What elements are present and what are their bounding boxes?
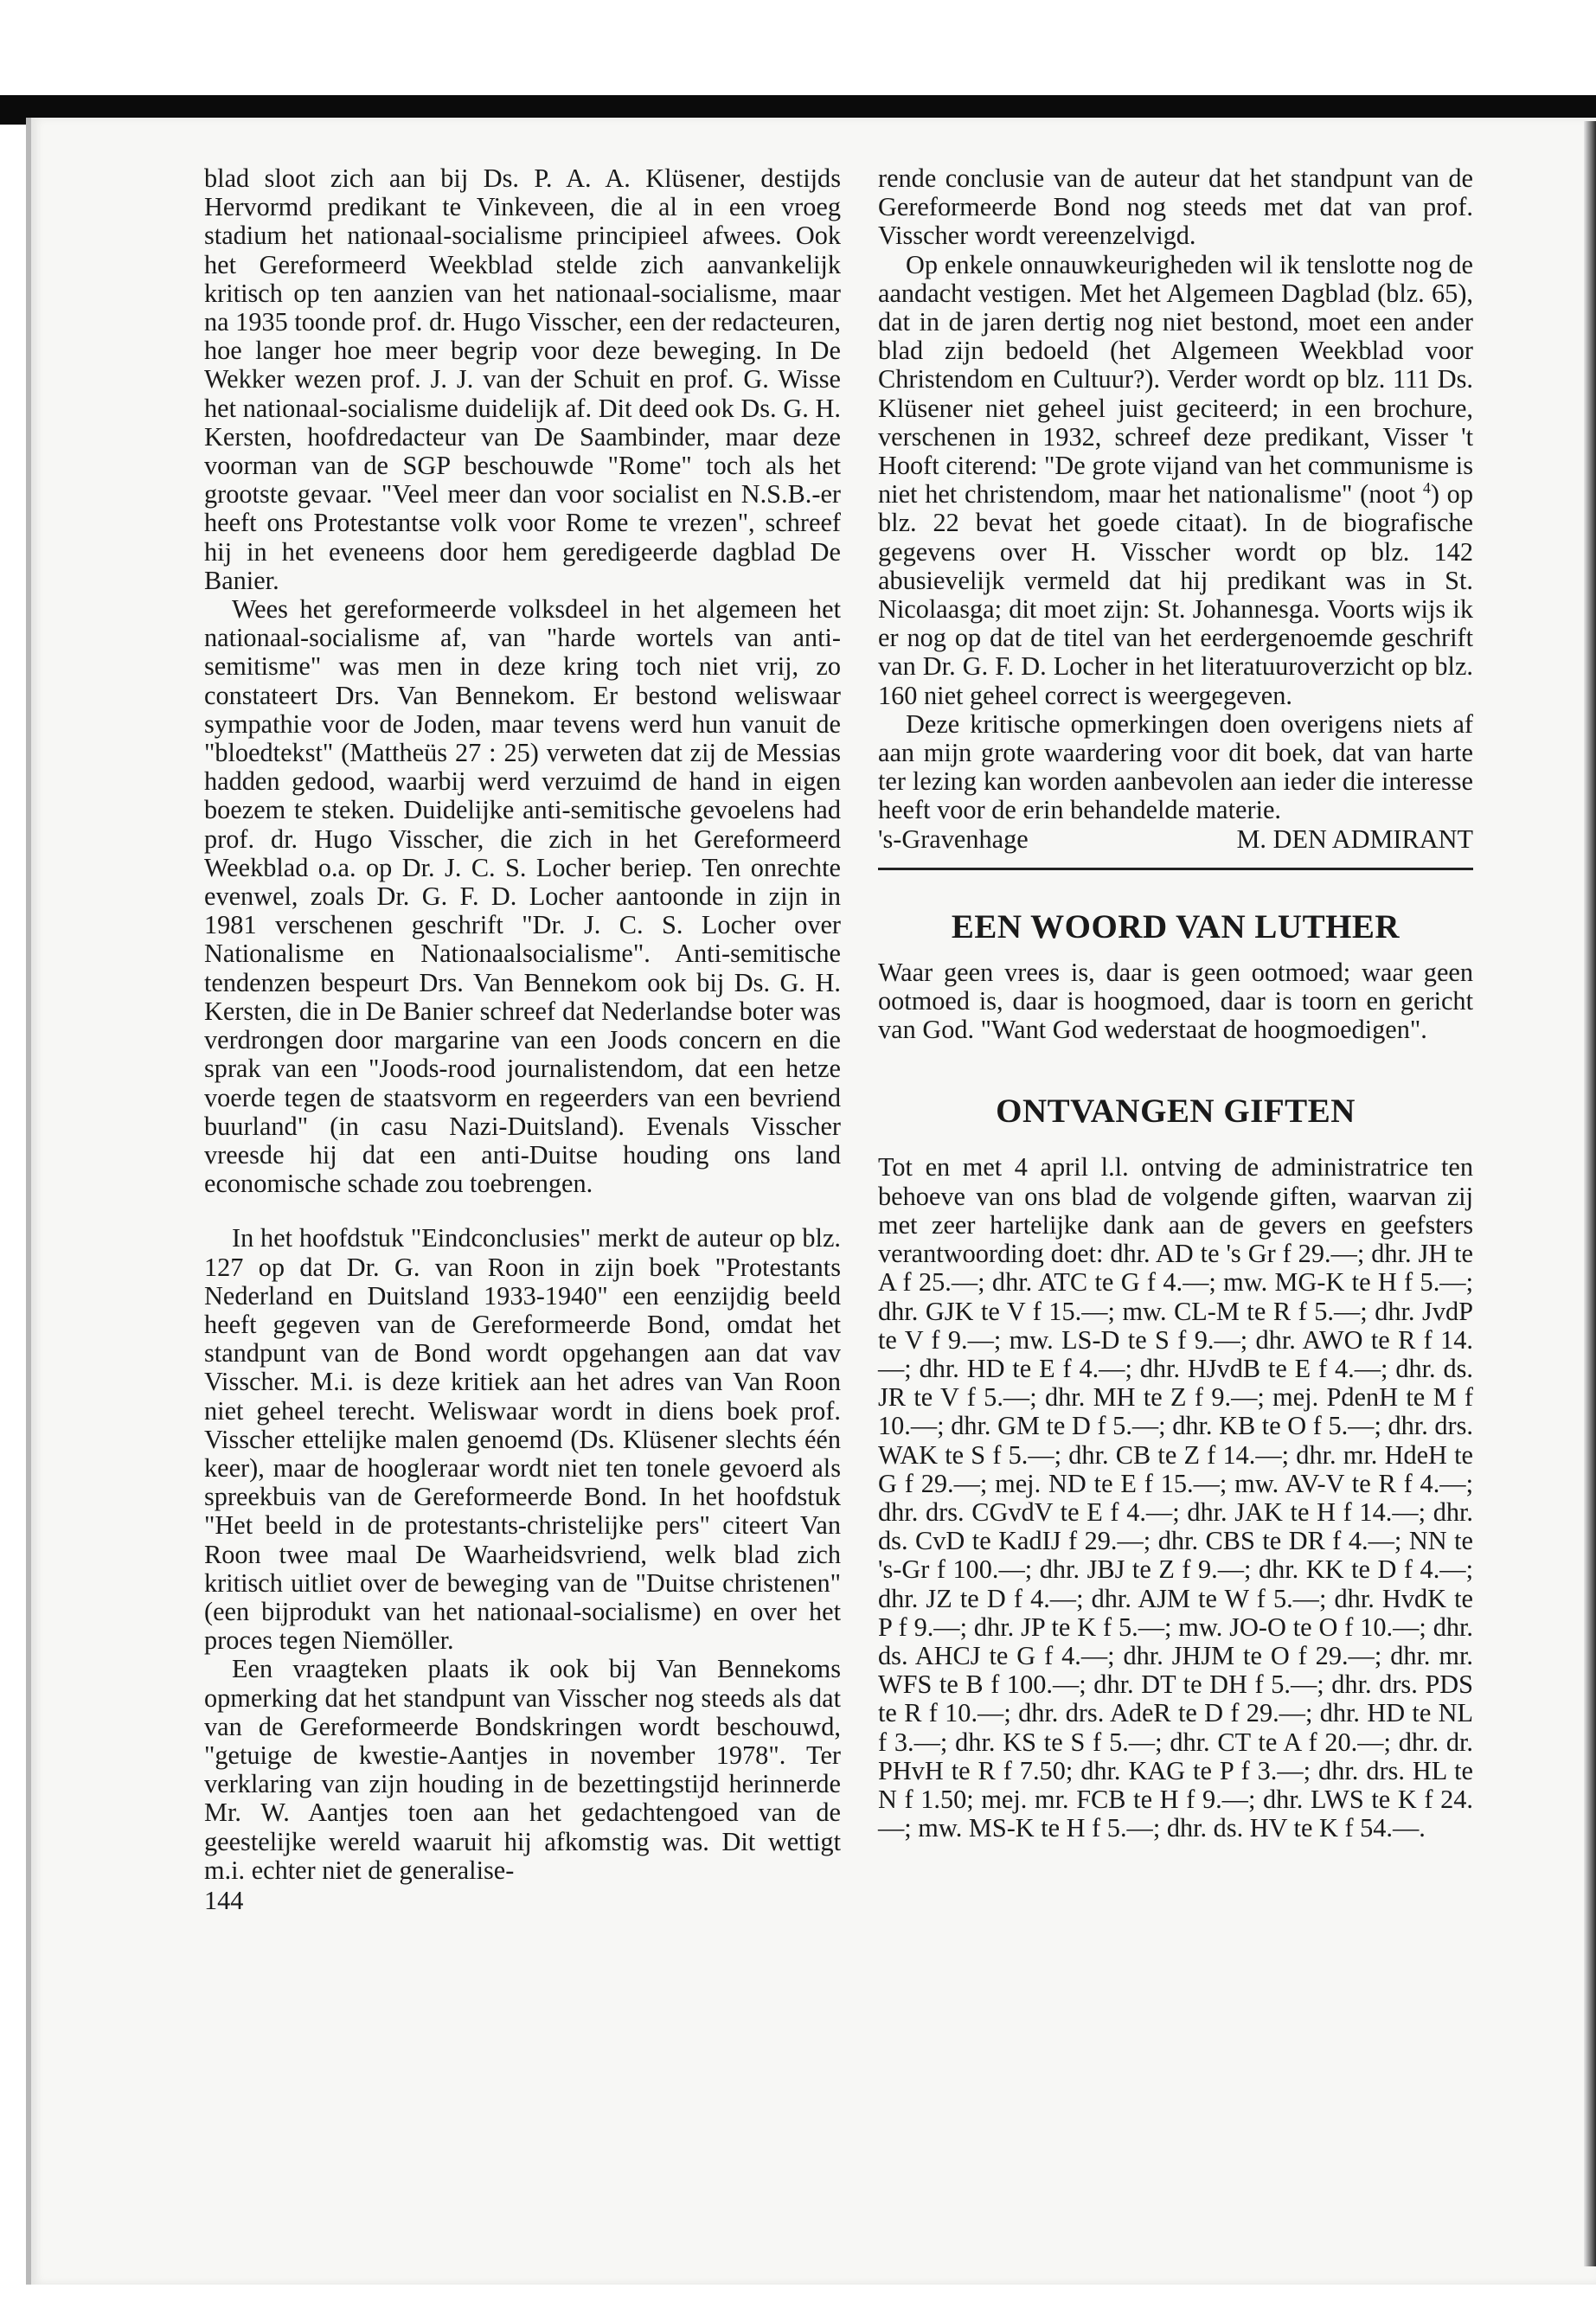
- left-column: [204, 164, 841, 1915]
- right-paragraph-2-start: Op enkele onnauwkeurigheden wil ik tenslotte nog de aandacht vestigen. Met het Algemeen Dagblad (blz. 65), dat in de jaren dertig nog niet bestond, moet een ander blad zijn bedoeld (het Algemeen Weekblad voor Christendom en Cultuur?). Verder wordt op blz. 111 Ds. Klüsener niet geheel juist geciteerd; in een brochure, verschenen in 1932, schreef deze predikant, Visser 't Hooft citerend: "De grote vijand van het communisme is niet het christendom, maar het nationalisme" (noot: [878, 249, 1473, 510]
- luther-heading: EEN WOORD VAN LUTHER: [951, 907, 1401, 945]
- giften-heading: ONTVANGEN GIFTEN: [996, 1093, 1356, 1131]
- page-number: 144: [204, 1885, 244, 1915]
- giften-list: Tot en met 4 april l.l. ontving de administratrice ten behoeve van ons blad de volgende giften, waarvan zij met zeer hartelijke dank aan de gevers en geefsters verantwoording doet: dhr. AD te 's Gr f 29.—; dhr. JH te A f 25.—; dhr. ATC te G f 4.—; mw. MG-K te H f 5.—; dhr. GJK te V f 15.—; mw. CL-M te R f 5.—; dhr. JvdP te V f 9.—; mw. LS-D te S f 9.—; dhr. AWO te R f 14.—; dhr. HD te E f 4.—; dhr. HJvdB te E f 4.—; dhr. ds. JR te V f 5.—; dhr. MH te Z f 9.—; mej. PdenH te M f 10.—; dhr. GM te D f 5.—; dhr. KB te O f 5.—; dhr. drs. WAK te S f 5.—; dhr. CB te Z f 14.—; dhr. mr. HdeH te G f 29.—; mej. ND te E f 15.—; mw. AV-V te R f 4.—; dhr. drs. CGvdV te E f 4.—; dhr. JAK te H f 14.—; dhr. ds. CvD te KadIJ f 29.—; dhr. CBS te DR f 4.—; NN te 's-Gr f 100.—; dhr. JBJ te Z f 9.—; dhr. KK te D f 4.—; dhr. JZ te D f 4.—; dhr. AJM te W f 5.—; dhr. HvdK te P f 9.—; dhr. JP te K f 5.—; mw. JO-O te O f 10.—; dhr. ds. AHCJ te G f 4.—; dhr. JHJM te O f 29.—; dhr. mr. WFS te B f 100.—; dhr. DT te DH f 5.—; dhr. drs. PDS te R f 10.—; dhr. drs. AdeR te D f 29.—; dhr. HD te NL f 3.—; dhr. KS te S f 5.—; dhr. CT te A f 20.—; dhr. dr. PHvH te R f 7.50; dhr. KAG te P f 3.—; dhr. drs. HL te N f 1.50; mej. mr. FCB te H f 9.—; dhr. LWS te K f 24.—; mw. MS-K te H f 5.—; dhr. ds. HV te K f 54.—.: [878, 1152, 1473, 1843]
- left-paragraph-1: blad sloot zich aan bij Ds. P. A. A. Klüsener, destijds Hervormd predikant te Vinkeveen, die al in een vroeg stadium het nationaal-socialisme principieel afwees. Ook het Gereformeerd Weekblad stelde zich aanvankelijk kritisch op ten aanzien van het nationaal-socialisme, maar na 1935 toonde prof. dr. Hugo Visscher, een der redacteuren, hoe langer hoe meer begrip voor deze beweging. In De Wekker wezen prof. J. J. van der Schuit en prof. G. Wisse het nationaal-socialisme duidelijk af. Dit deed ook Ds. G. H. Kersten, hoofdredacteur van De Saambinder, maar deze voorman van de SGP beschouwde "Rome" toch als het grootste gevaar. "Veel meer dan voor socialist en N.S.B.-er heeft ons Protestantse volk voor Rome te vrezen", schreef hij in het eveneens door hem geredigeerde dagblad De Banier.: [204, 163, 841, 595]
- right-column: [878, 164, 1473, 1843]
- right-paragraph-3: Deze kritische opmerkingen doen overigens niets af aan mijn grote waardering voor dit boek, dat van harte ter lezing kan worden aanbevolen aan ieder die interesse heeft voor de erin behandelde materie.: [878, 708, 1473, 825]
- section-divider: [878, 868, 1473, 870]
- signature-name: M. DEN ADMIRANT: [1236, 824, 1473, 854]
- footnote-marker: 4: [1422, 479, 1431, 497]
- signature-place: 's-Gravenhage: [878, 824, 1029, 854]
- left-paragraph-3: In het hoofdstuk "Eindconclusies" merkt de auteur op blz. 127 op dat Dr. G. van Roon in zijn boek "Protestants Nederland en Duitsland 1933-1940" een eenzijdig beeld heeft gegeven van de Gereformeerde Bond, omdat het standpunt van de Bond wordt opgehangen aan dat vav Visscher. M.i. is deze kritiek aan het adres van Van Roon niet geheel terecht. Weliswaar wordt in diens boek prof. Visscher ettelijke malen genoemd (Ds. Klüsener slechts één keer), maar de hoogleraar wordt niet ten tonele gevoerd als spreekbuis van de Gereformeerde Bond. In het hoofdstuk "Het beeld in de protestants-christelijke pers" citeert Van Roon twee maal De Waarheidsvriend, welk blad zich kritisch uitliet over de beweging van de "Duitse christenen" (een bijprodukt van het nationaal-socialisme) en over het proces tegen Niemöller.: [204, 1223, 841, 1656]
- signature-line: [878, 825, 1473, 854]
- luther-quote: Waar geen vrees is, daar is geen ootmoed; waar geen ootmoed is, daar is hoogmoed, daar is toorn en gericht van God. "Want God wederstaat de hoogmoedigen".: [878, 957, 1473, 1045]
- left-paragraph-4: Een vraagteken plaats ik ook bij Van Bennekoms opmerking dat het standpunt van Visscher nog steeds als dat van de Gereformeerde Bondskringen wordt beschouwd, "getuige de kwestie-Aantjes in november 1978". Ter verklaring van zijn houding in de bezettingstijd herinnerde Mr. W. Aantjes toen aan het gedachtengoed van de geestelijke wereld waaruit hij afkomstig was. Dit wettigt m.i. echter niet de generalise-: [204, 1654, 841, 1885]
- right-paragraph-2-end: ) op blz. 22 bevat het goede citaat). In de biografische gegevens over H. Visscher wordt op blz. 142 abusievelijk vermeld dat hij predikant was in St. Nicolaasga; dit moet zijn: St. Johannesga. Voorts wijs ik er nog op dat de titel van het eerdergenoemde geschrift van Dr. G. F. D. Locher in het literatuuroverzicht op blz. 160 niet geheel correct is weergegeven.: [878, 479, 1473, 710]
- page-edge-shadow: [1584, 121, 1596, 2266]
- right-paragraph-2: [878, 251, 1473, 710]
- right-paragraph-1: rende conclusie van de auteur dat het standpunt van de Gereformeerde Bond nog steeds met dat van prof. Visscher wordt vereenzelvigd.: [878, 163, 1473, 251]
- left-paragraph-2: Wees het gereformeerde volksdeel in het algemeen het nationaal-socialisme af, van "harde wortels van anti-semitisme" was men in deze kring toch niet vrij, zo constateert Drs. Van Bennekom. Er bestond weliswaar sympathie voor de Joden, maar tevens werd hun vanuit de "bloedtekst" (Mattheüs 27 : 25) verweten dat zij de Messias hadden gedood, waarbij werd verzuimd de hand in eigen boezem te steken. Duidelijke anti-semitische gevoelens had prof. dr. Hugo Visscher, die zich in het Gereformeerd Weekblad o.a. op Dr. J. C. S. Locher beriep. Ten onrechte evenwel, zoals Dr. G. F. D. Locher aantoonde in zijn in 1981 verschenen geschrift "Dr. J. C. S. Locher over Nationalisme en Nationaalsocialisme". Anti-semitische tendenzen bespeurt Drs. Van Bennekom ook bij Ds. G. H. Kersten, die in De Banier schreef dat Nederlandse boter was verdrongen door margarine van een Joods concern en die sprak van een "Joods-rood journalistendom, dat een hetze voerde tegen de staatsvorm en regeerders van een bevriend buurland" (in casu Nazi-Duitsland). Evenals Visscher vreesde hij dat een anti-Duitse houding ons land economische schade zou toebrengen.: [204, 594, 841, 1199]
